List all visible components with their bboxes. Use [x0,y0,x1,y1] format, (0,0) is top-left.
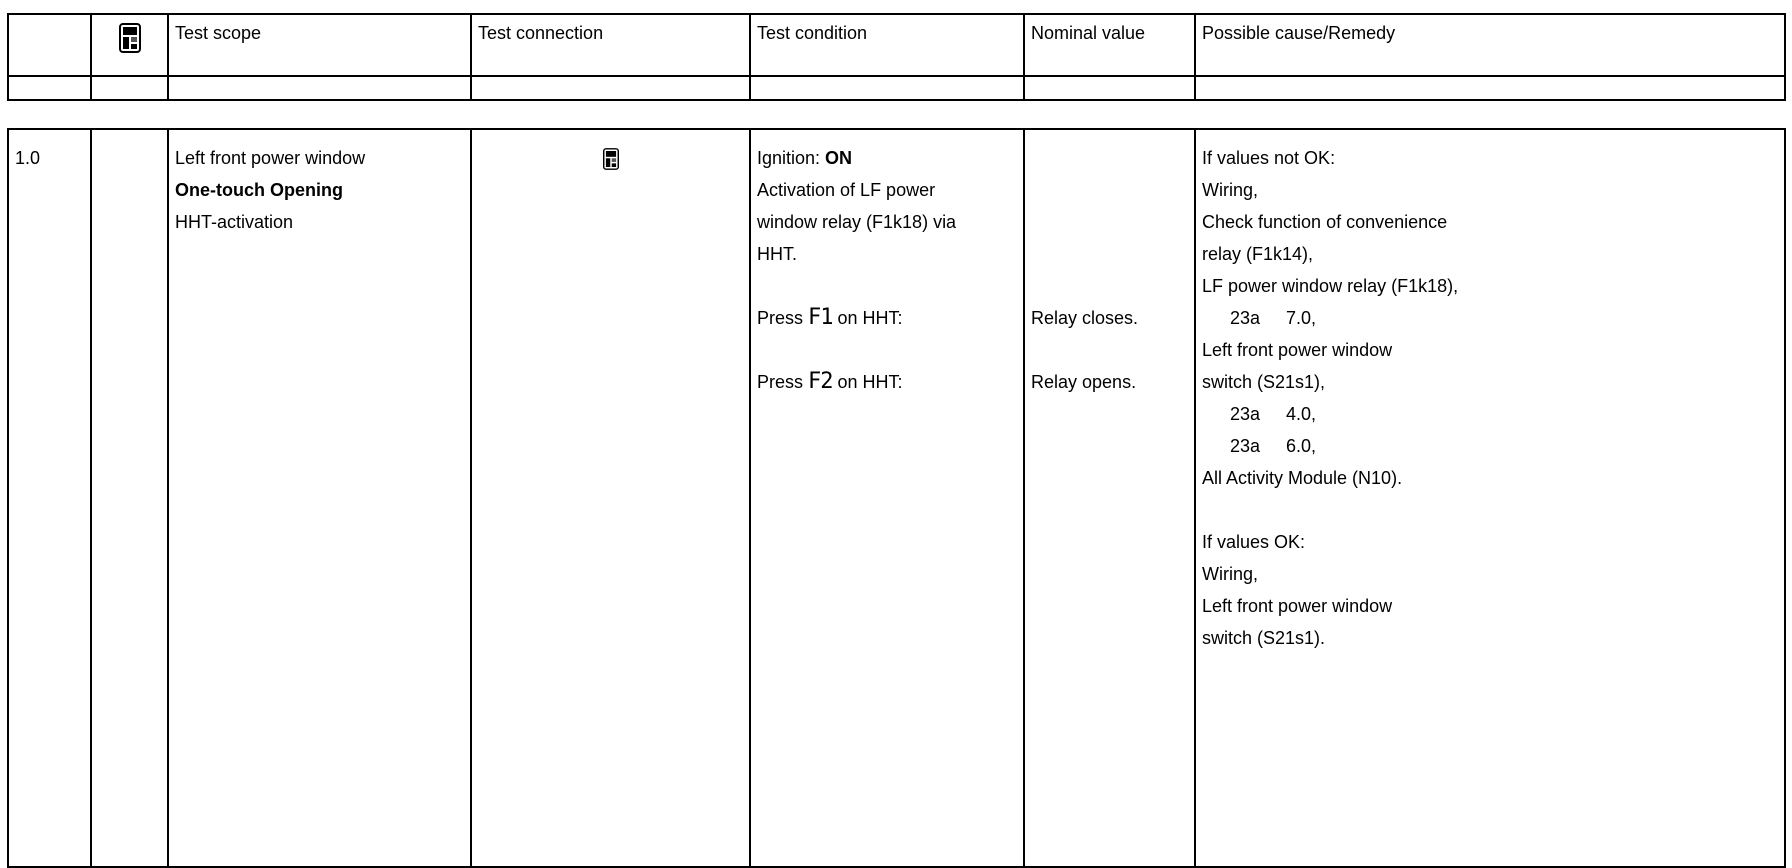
header-spacer-cell [1195,76,1785,100]
table-row [8,129,1785,867]
test-condition-cell [750,129,1024,867]
header-spacer-cell [1024,76,1195,100]
ignition-condition: Ignition: ON [757,148,853,168]
header-test-scope: Test scope [168,14,471,76]
test-connection-cell [471,129,750,867]
remedy-line: All Activity Module (N10). [1202,468,1403,488]
hht-tester-icon [119,23,141,53]
hht-tester-icon [603,148,619,170]
f1-key-glyph: F1 [808,305,833,330]
header-spacer-cell [8,76,91,100]
remedy-reference: 23a 6.0, [1230,436,1317,456]
header-possible-cause: Possible cause/Remedy [1195,14,1785,76]
press-f1-instruction: Press F1 on HHT: [757,305,903,330]
activation-line: HHT. [757,244,797,264]
header-test-condition: Test condition [750,14,1024,76]
remedy-line: Left front power window [1202,596,1393,616]
header-test-connection: Test connection [471,14,750,76]
header-icon-cell [91,14,168,76]
scope-line: Left front power window [175,148,366,168]
header-spacer-cell [750,76,1024,100]
remedy-reference: 23a 4.0, [1230,404,1317,424]
remedy-line: Left front power window [1202,340,1393,360]
activation-line: window relay (F1k18) via [757,212,957,232]
nominal-value-cell [1024,129,1195,867]
test-scope-cell [168,129,471,867]
remedy-line: relay (F1k14), [1202,244,1314,264]
header-spacer-cell [471,76,750,100]
remedy-line: If values not OK: [1202,148,1336,168]
test-step-table [7,128,1786,868]
remedy-line: If values OK: [1202,532,1306,552]
remedy-line: LF power window relay (F1k18), [1202,276,1459,296]
remedy-line: Wiring, [1202,564,1259,584]
nominal-relay-closes: Relay closes. [1031,308,1139,328]
step-icon-cell [91,129,168,867]
header-nominal-value: Nominal value [1024,14,1195,76]
scope-activation: HHT-activation [175,212,294,232]
f2-key-glyph: F2 [808,369,833,394]
header-spacer-cell [91,76,168,100]
scope-mode: One-touch Opening [175,180,343,200]
remedy-reference: 23a 7.0, [1230,308,1317,328]
press-f2-instruction: Press F2 on HHT: [757,369,903,394]
remedy-line: Wiring, [1202,180,1259,200]
activation-line: Activation of LF power [757,180,936,200]
header-spacer-cell [168,76,471,100]
possible-cause-cell [1195,129,1785,867]
header-table [7,13,1786,101]
header-number-cell [8,14,91,76]
remedy-line: switch (S21s1), [1202,372,1326,392]
step-number: 1.0 [8,129,91,867]
remedy-line: switch (S21s1). [1202,628,1326,648]
remedy-line: Check function of convenience [1202,212,1448,232]
nominal-relay-opens: Relay opens. [1031,372,1137,392]
